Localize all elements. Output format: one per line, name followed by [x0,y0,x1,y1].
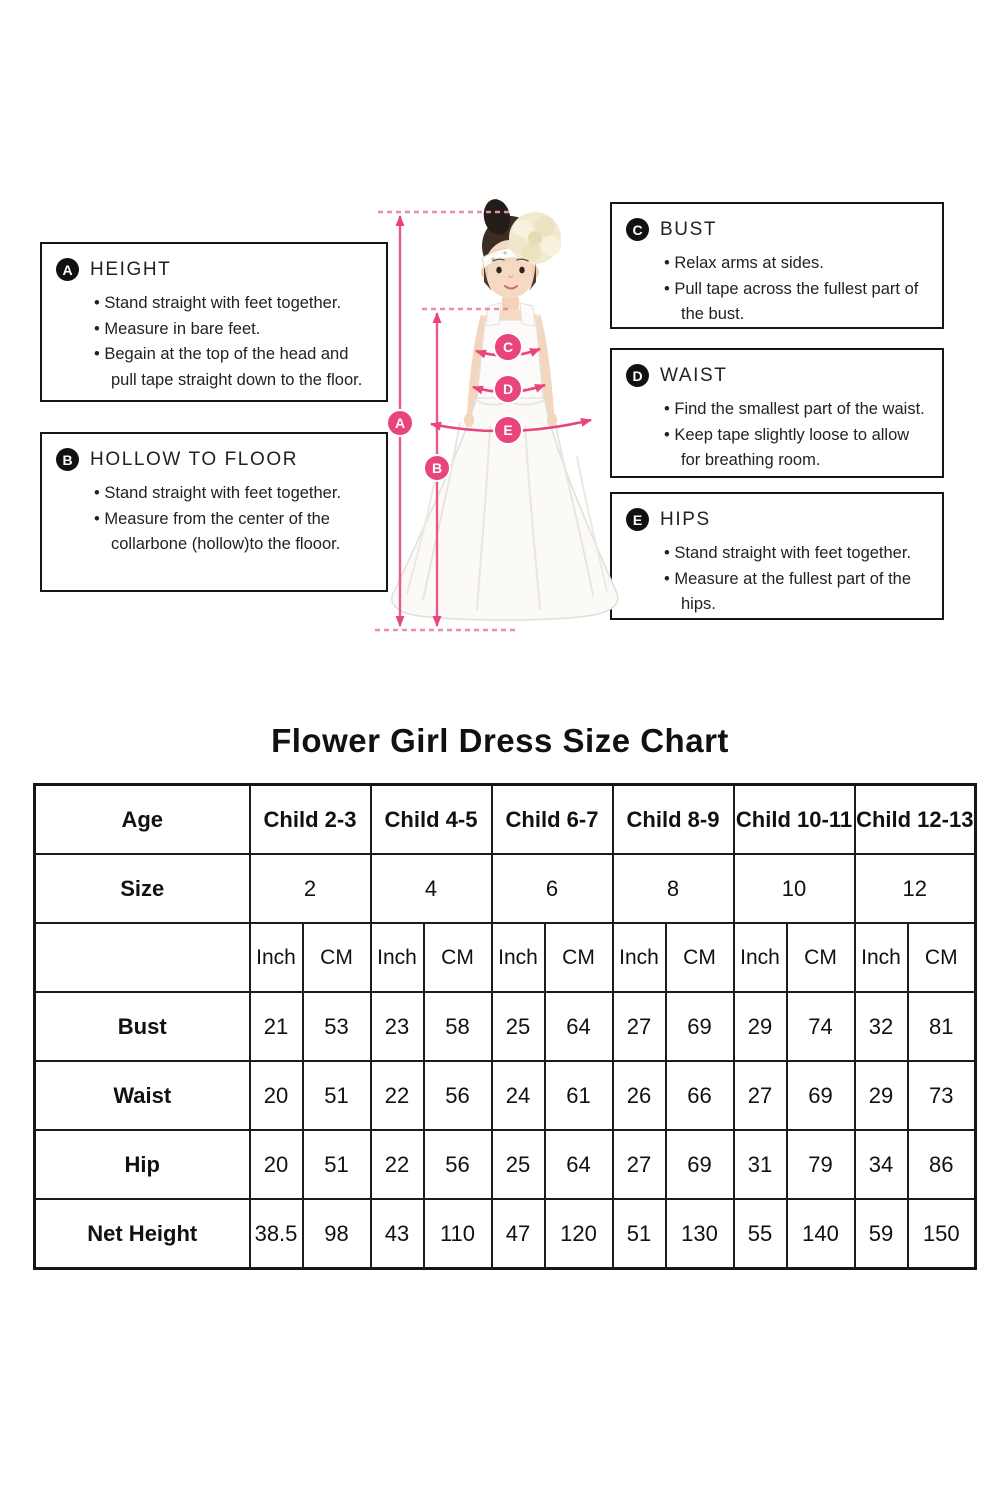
unit-cell-inch: Inch [371,923,424,992]
net-height-row [35,1199,976,1269]
row-label-hip: Hip [35,1130,250,1199]
figure-marker-c [494,333,522,361]
instruction-list-height [94,291,376,393]
value-cell: 22 [371,1061,424,1130]
instruction-bullet: • Find the smallest part of the waist. [664,397,932,423]
age-cell: Child 4-5 [371,785,492,855]
instruction-list-hips [664,541,932,618]
age-cell: Child 8-9 [613,785,734,855]
value-cell: 24 [492,1061,545,1130]
age-cell: Child 2-3 [250,785,371,855]
size-header-cell: Size [35,854,250,923]
unit-cell-cm: CM [787,923,855,992]
instruction-box-hollow-header [56,448,376,471]
value-cell: 26 [613,1061,666,1130]
figure-marker-e [494,416,522,444]
size-cell: 12 [855,854,976,923]
age-header-cell: Age [35,785,250,855]
value-cell: 69 [666,1130,734,1199]
value-cell: 38.5 [250,1199,303,1269]
value-cell: 73 [908,1061,976,1130]
instruction-heading-hips: HIPS [660,508,711,530]
age-row [35,785,976,855]
instruction-box-hips [610,492,944,620]
row-label-bust: Bust [35,992,250,1061]
size-cell: 8 [613,854,734,923]
age-cell: Child 10-11 [734,785,855,855]
value-cell: 59 [855,1199,908,1269]
unit-cell-inch: Inch [492,923,545,992]
waist-row [35,1061,976,1130]
instruction-bullet: • Stand straight with feet together. [94,291,376,317]
instruction-heading-waist: WAIST [660,364,728,386]
hip-row [35,1130,976,1199]
size-cell: 2 [250,854,371,923]
marker-badge-b: B [56,448,79,471]
value-cell: 61 [545,1061,613,1130]
instruction-bullet: • Begain at the top of the head and pull tape straight down to the floor. [94,342,376,393]
size-cell: 10 [734,854,855,923]
value-cell: 110 [424,1199,492,1269]
age-cell: Child 12-13 [855,785,976,855]
value-cell: 69 [787,1061,855,1130]
row-label-net-height: Net Height [35,1199,250,1269]
value-cell: 25 [492,992,545,1061]
instruction-list-waist [664,397,932,474]
unit-cell-inch: Inch [855,923,908,992]
marker-badge-e: E [626,508,649,531]
unit-cell-inch: Inch [734,923,787,992]
flower-girl-photo [392,197,618,620]
marker-badge-d: D [626,364,649,387]
instruction-heading-height: HEIGHT [90,258,172,280]
instruction-list-bust [664,251,932,328]
value-cell: 74 [787,992,855,1061]
instruction-box-waist [610,348,944,478]
instruction-bullet: • Keep tape slightly loose to allow for breathing room. [664,423,932,474]
value-cell: 55 [734,1199,787,1269]
unit-row [35,923,976,992]
bust-row [35,992,976,1061]
value-cell: 43 [371,1199,424,1269]
instruction-bullet: • Pull tape across the fullest part of the bust. [664,277,932,328]
figure-marker-b-letter: B [431,460,443,476]
value-cell: 69 [666,992,734,1061]
value-cell: 20 [250,1061,303,1130]
figure-marker-c-letter: C [502,339,514,355]
instruction-box-height-header [56,258,376,281]
value-cell: 22 [371,1130,424,1199]
unit-cell-cm: CM [666,923,734,992]
model-figure-svg [365,190,645,655]
unit-cell-cm: CM [303,923,371,992]
size-cell: 4 [371,854,492,923]
measurement-figure [365,190,645,655]
instruction-box-bust-header [626,218,932,241]
size-row [35,854,976,923]
instruction-heading-hollow: HOLLOW TO FLOOR [90,448,299,470]
instruction-box-waist-header [626,364,932,387]
value-cell: 81 [908,992,976,1061]
instruction-heading-bust: BUST [660,218,718,240]
size-table [33,783,977,1270]
value-cell: 51 [303,1061,371,1130]
value-cell: 140 [787,1199,855,1269]
value-cell: 130 [666,1199,734,1269]
value-cell: 27 [734,1061,787,1130]
value-cell: 27 [613,992,666,1061]
unit-cell-cm: CM [424,923,492,992]
figure-marker-e-letter: E [503,422,513,438]
instruction-box-hips-header [626,508,932,531]
figure-marker-a [387,410,413,436]
value-cell: 27 [613,1130,666,1199]
figure-marker-d [494,375,522,403]
value-cell: 29 [855,1061,908,1130]
value-cell: 64 [545,992,613,1061]
age-cell: Child 6-7 [492,785,613,855]
marker-badge-c: C [626,218,649,241]
value-cell: 120 [545,1199,613,1269]
instruction-box-bust [610,202,944,329]
value-cell: 86 [908,1130,976,1199]
instruction-box-hollow-to-floor [40,432,388,592]
value-cell: 29 [734,992,787,1061]
instruction-bullet: • Measure from the center of the collarbone (hollow)to the flooor. [94,507,376,558]
instruction-bullet: • Relax arms at sides. [664,251,932,277]
value-cell: 56 [424,1130,492,1199]
value-cell: 32 [855,992,908,1061]
page-title: Flower Girl Dress Size Chart [271,722,729,759]
figure-marker-a-letter: A [394,415,406,431]
marker-badge-a: A [56,258,79,281]
value-cell: 150 [908,1199,976,1269]
value-cell: 79 [787,1130,855,1199]
value-cell: 64 [545,1130,613,1199]
unit-cell-cm: CM [545,923,613,992]
unit-cell-inch: Inch [250,923,303,992]
instruction-bullet: • Stand straight with feet together. [664,541,932,567]
value-cell: 31 [734,1130,787,1199]
value-cell: 58 [424,992,492,1061]
unit-cell-inch: Inch [613,923,666,992]
value-cell: 51 [613,1199,666,1269]
value-cell: 56 [424,1061,492,1130]
value-cell: 23 [371,992,424,1061]
value-cell: 51 [303,1130,371,1199]
row-label-waist: Waist [35,1061,250,1130]
instruction-box-height [40,242,388,402]
value-cell: 98 [303,1199,371,1269]
unit-cell-cm: CM [908,923,976,992]
value-cell: 34 [855,1130,908,1199]
value-cell: 53 [303,992,371,1061]
instruction-bullet: • Measure in bare feet. [94,317,376,343]
value-cell: 20 [250,1130,303,1199]
instruction-bullet: • Stand straight with feet together. [94,481,376,507]
figure-marker-b [424,455,450,481]
figure-marker-d-letter: D [502,381,514,397]
instruction-bullet: • Measure at the fullest part of the hips. [664,567,932,618]
value-cell: 21 [250,992,303,1061]
size-cell: 6 [492,854,613,923]
unit-empty-cell [35,923,250,992]
value-cell: 66 [666,1061,734,1130]
value-cell: 47 [492,1199,545,1269]
value-cell: 25 [492,1130,545,1199]
instruction-list-hollow [94,481,376,558]
